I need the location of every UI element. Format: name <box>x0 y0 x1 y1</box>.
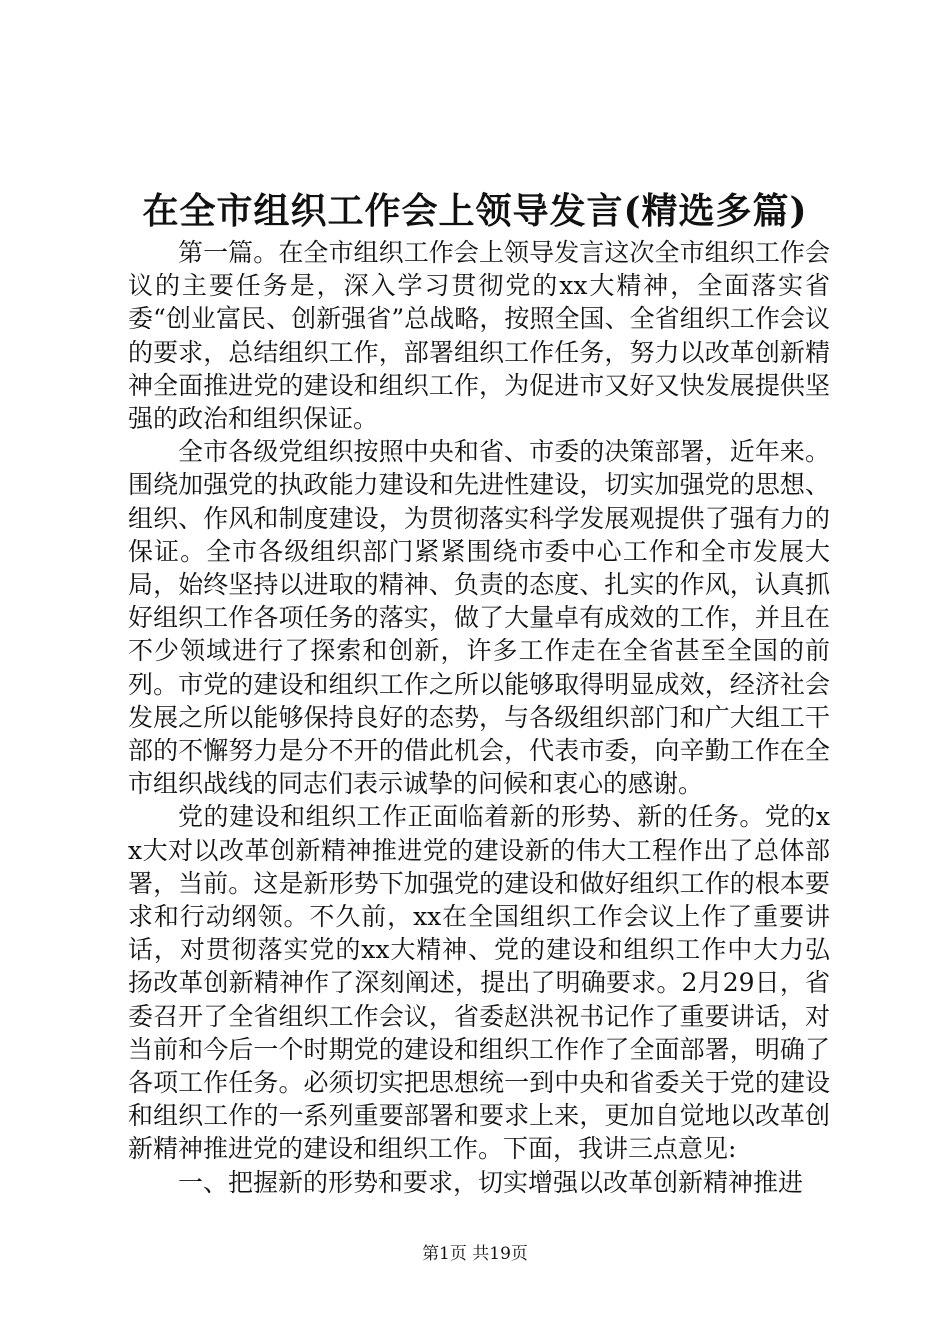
paragraph-1: 第一篇。在全市组织工作会上领导发言这次全市组织工作会议的主要任务是，深入学习贯彻党的xx大精神，全面落实省委“创业富民、创新强省”总战略，按照全国、全省组织工作会议的要求，总结组织工作，部署组织工作任务，努力以改革创新精神全面推进党的建设和组织工作，为促进市又好又快发展提供坚强的政治和组织保证。 <box>128 238 830 434</box>
page-number-footer: 第1页 共19页 <box>422 1244 528 1264</box>
paragraph-2: 全市各级党组织按照中央和省、市委的决策部署，近年来。围绕加强党的执政能力建设和先进性建设，切实加强党的思想、组织、作风和制度建设，为贯彻落实科学发展观提供了强有力的保证。全市各级组织部门紧紧围绕市委中心工作和全市发展大局，始终坚持以进取的精神、负责的态度、扎实的作风，认真抓好组织工作各项任务的落实，做了大量卓有成效的工作，并且在不少领域进行了探索和创新，许多工作走在全省甚至全国的前列。市党的建设和组织工作之所以能够取得明显成效，经济社会发展之所以能够保持良好的态势，与各级组织部门和广大组工干部的不懈努力是分不开的借此机会，代表市委，向辛勤工作在全市组织战线的同志们表示诚挚的问候和衷心的感谢。 <box>128 437 830 799</box>
paragraph-3: 党的建设和组织工作正面临着新的形势、新的任务。党的xx大对以改革创新精神推进党的建设新的伟大工程作出了总体部署，当前。这是新形势下加强党的建设和做好组织工作的根本要求和行动纲领。不久前，xx在全国组织工作会议上作了重要讲话，对贯彻落实党的xx大精神、党的建设和组织工作中大力弘扬改革创新精神作了深刻阐述，提出了明确要求。2月29日，省委召开了全省组织工作会议，省委赵洪祝书记作了重要讲话，对当前和今后一个时期党的建设和组织工作作了全面部署，明确了各项工作任务。必须切实把思想统一到中央和省委关于党的建设和组织工作的一系列重要部署和要求上来，更加自觉地以改革创新精神推进党的建设和组织工作。下面，我讲三点意见: <box>128 802 830 1164</box>
paragraph-4: 一、把握新的形势和要求，切实增强以改革创新精神推进 <box>178 1167 804 1197</box>
document-title: 在全市组织工作会上领导发言(精选多篇) <box>142 190 808 232</box>
document-body <box>128 236 830 1199</box>
